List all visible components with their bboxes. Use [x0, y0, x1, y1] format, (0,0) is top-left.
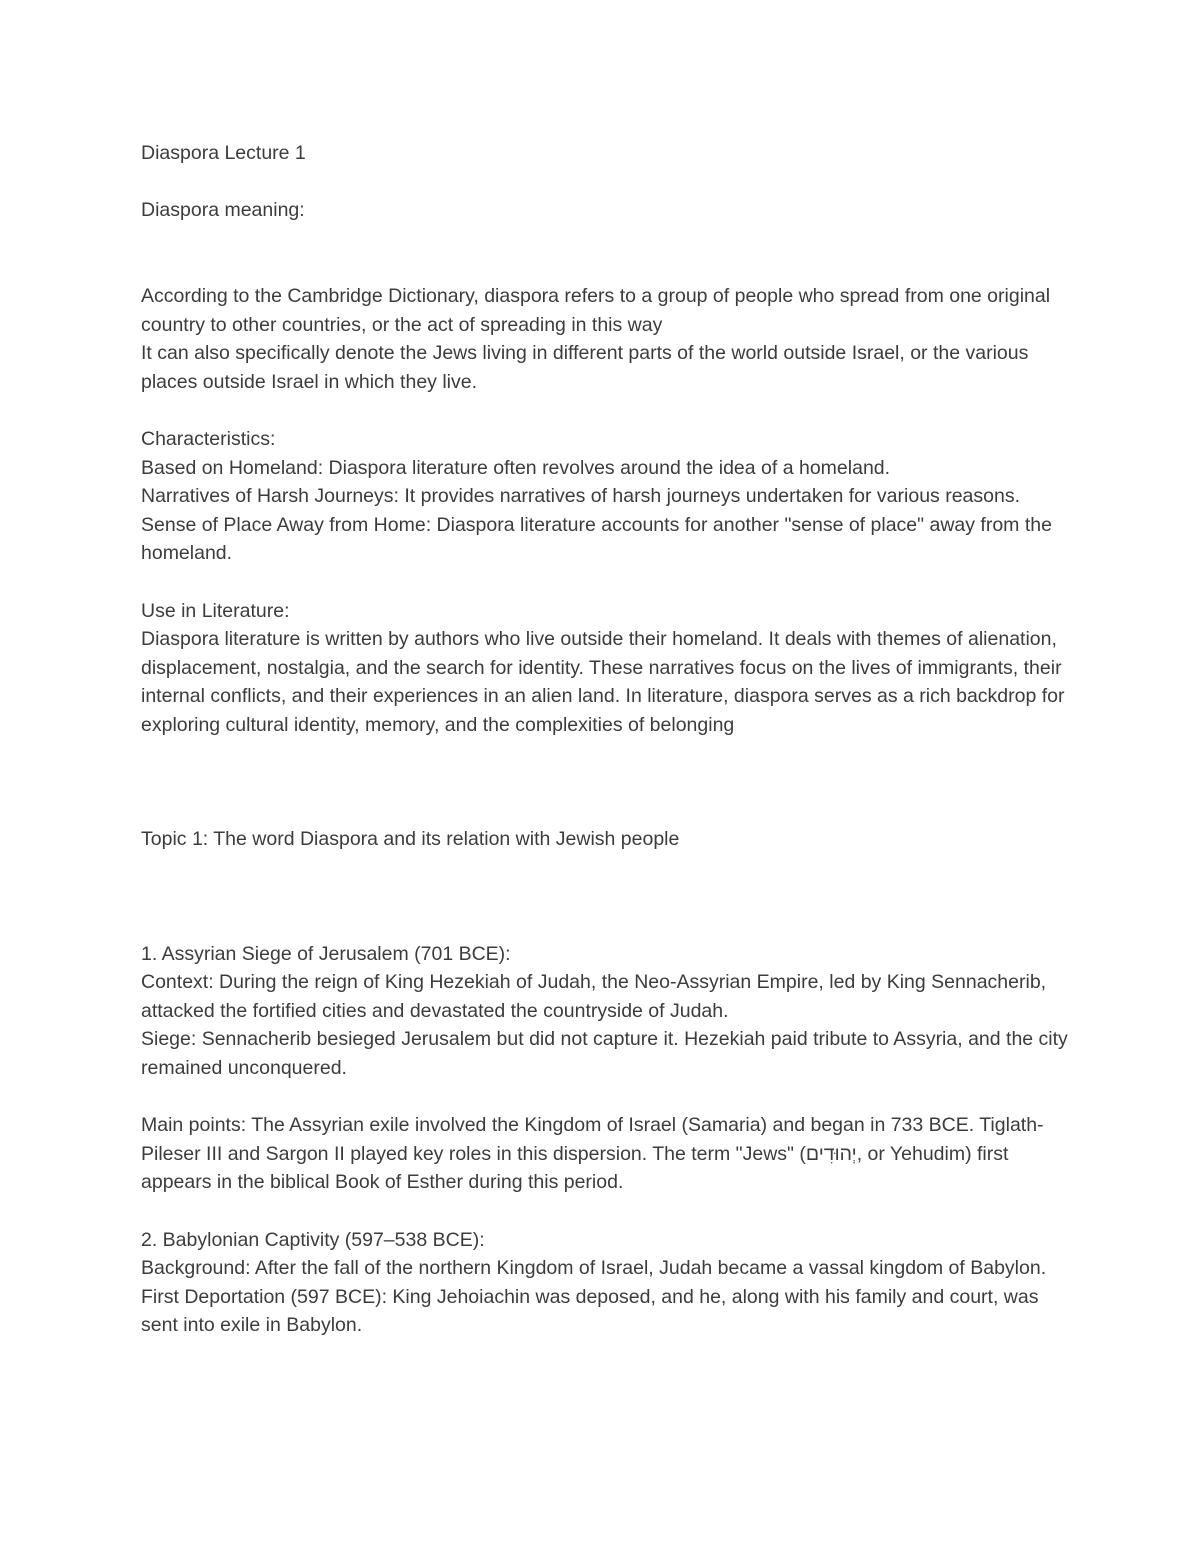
babylonian-background-paragraph: Background: After the fall of the northern Kingdom of Israel, Judah became a vassal kingdom of Babylon.: [141, 1257, 1047, 1280]
assyrian-context-paragraph: Context: During the reign of King Hezekiah of Judah, the Neo-Assyrian Empire, led by King Sennacherib, attacked the fortified cities and devastated the countryside of Judah.: [141, 971, 1047, 1022]
literature-heading: Use in Literature:: [141, 599, 290, 622]
characteristics-paragraph-2: Narratives of Harsh Journeys: It provides narratives of harsh journeys undertaken for various reasons. Sense of Place Away from Home: Diaspora literature accounts for another "sense of place" away from the homeland.: [141, 485, 1052, 565]
assyrian-siege-heading: 1. Assyrian Siege of Jerusalem (701 BCE):: [141, 942, 511, 965]
meaning-paragraph-2: It can also specifically denote the Jews living in different parts of the world outside Israel, or the various places outside Israel in which they live.: [141, 342, 1029, 393]
spacer: [141, 1197, 1071, 1226]
meaning-heading: Diaspora meaning:: [141, 199, 305, 222]
document-body: [141, 139, 1071, 1340]
spacer: [141, 225, 1071, 282]
spacer: [141, 396, 1071, 425]
spacer: [141, 568, 1071, 597]
babylonian-captivity-heading: 2. Babylonian Captivity (597–538 BCE):: [141, 1228, 485, 1251]
topic-1-heading: Topic 1: The word Diaspora and its relation with Jewish people: [141, 828, 680, 851]
spacer: [141, 168, 1071, 197]
spacer: [141, 739, 1071, 825]
assyrian-siege-paragraph: Siege: Sennacherib besieged Jerusalem but did not capture it. Hezekiah paid tribute to Assyria, and the city remained unconquered.: [141, 1028, 1068, 1080]
characteristics-paragraph-1: Based on Homeland: Diaspora literature often revolves around the idea of a homeland.: [141, 456, 891, 479]
characteristics-heading: Characteristics:: [141, 427, 276, 450]
literature-paragraph: Diaspora literature is written by authors who live outside their homeland. It deals with themes of alienation, displacement, nostalgia, and the search for identity. These narratives focus on the lives of immigrants, their internal conflicts, and their experiences in an alien land. In literature, diaspora serves as a rich backdrop for exploring cultural identity, memory, and the complexities of belonging: [141, 628, 1065, 736]
document-title: Diaspora Lecture 1: [141, 142, 306, 164]
spacer: [141, 1083, 1071, 1112]
assyrian-main-points-paragraph: Main points: The Assyrian exile involved the Kingdom of Israel (Samaria) and began in 733 BCE. Tiglath-Pileser III and Sargon II played key roles in this dispersion. The term "Jews" (יְהוּדִים, or Yehudim) first appears in the biblical Book of Esther during this period.: [141, 1114, 1044, 1194]
meaning-paragraph-1: According to the Cambridge Dictionary, diaspora refers to a group of people who spread from one original country to other countries, or the act of spreading in this way: [141, 284, 1051, 336]
spacer: [141, 854, 1071, 940]
babylonian-first-deportation-paragraph: First Deportation (597 BCE): King Jehoiachin was deposed, and he, along with his family and court, was sent into exile in Babylon.: [141, 1285, 1039, 1337]
